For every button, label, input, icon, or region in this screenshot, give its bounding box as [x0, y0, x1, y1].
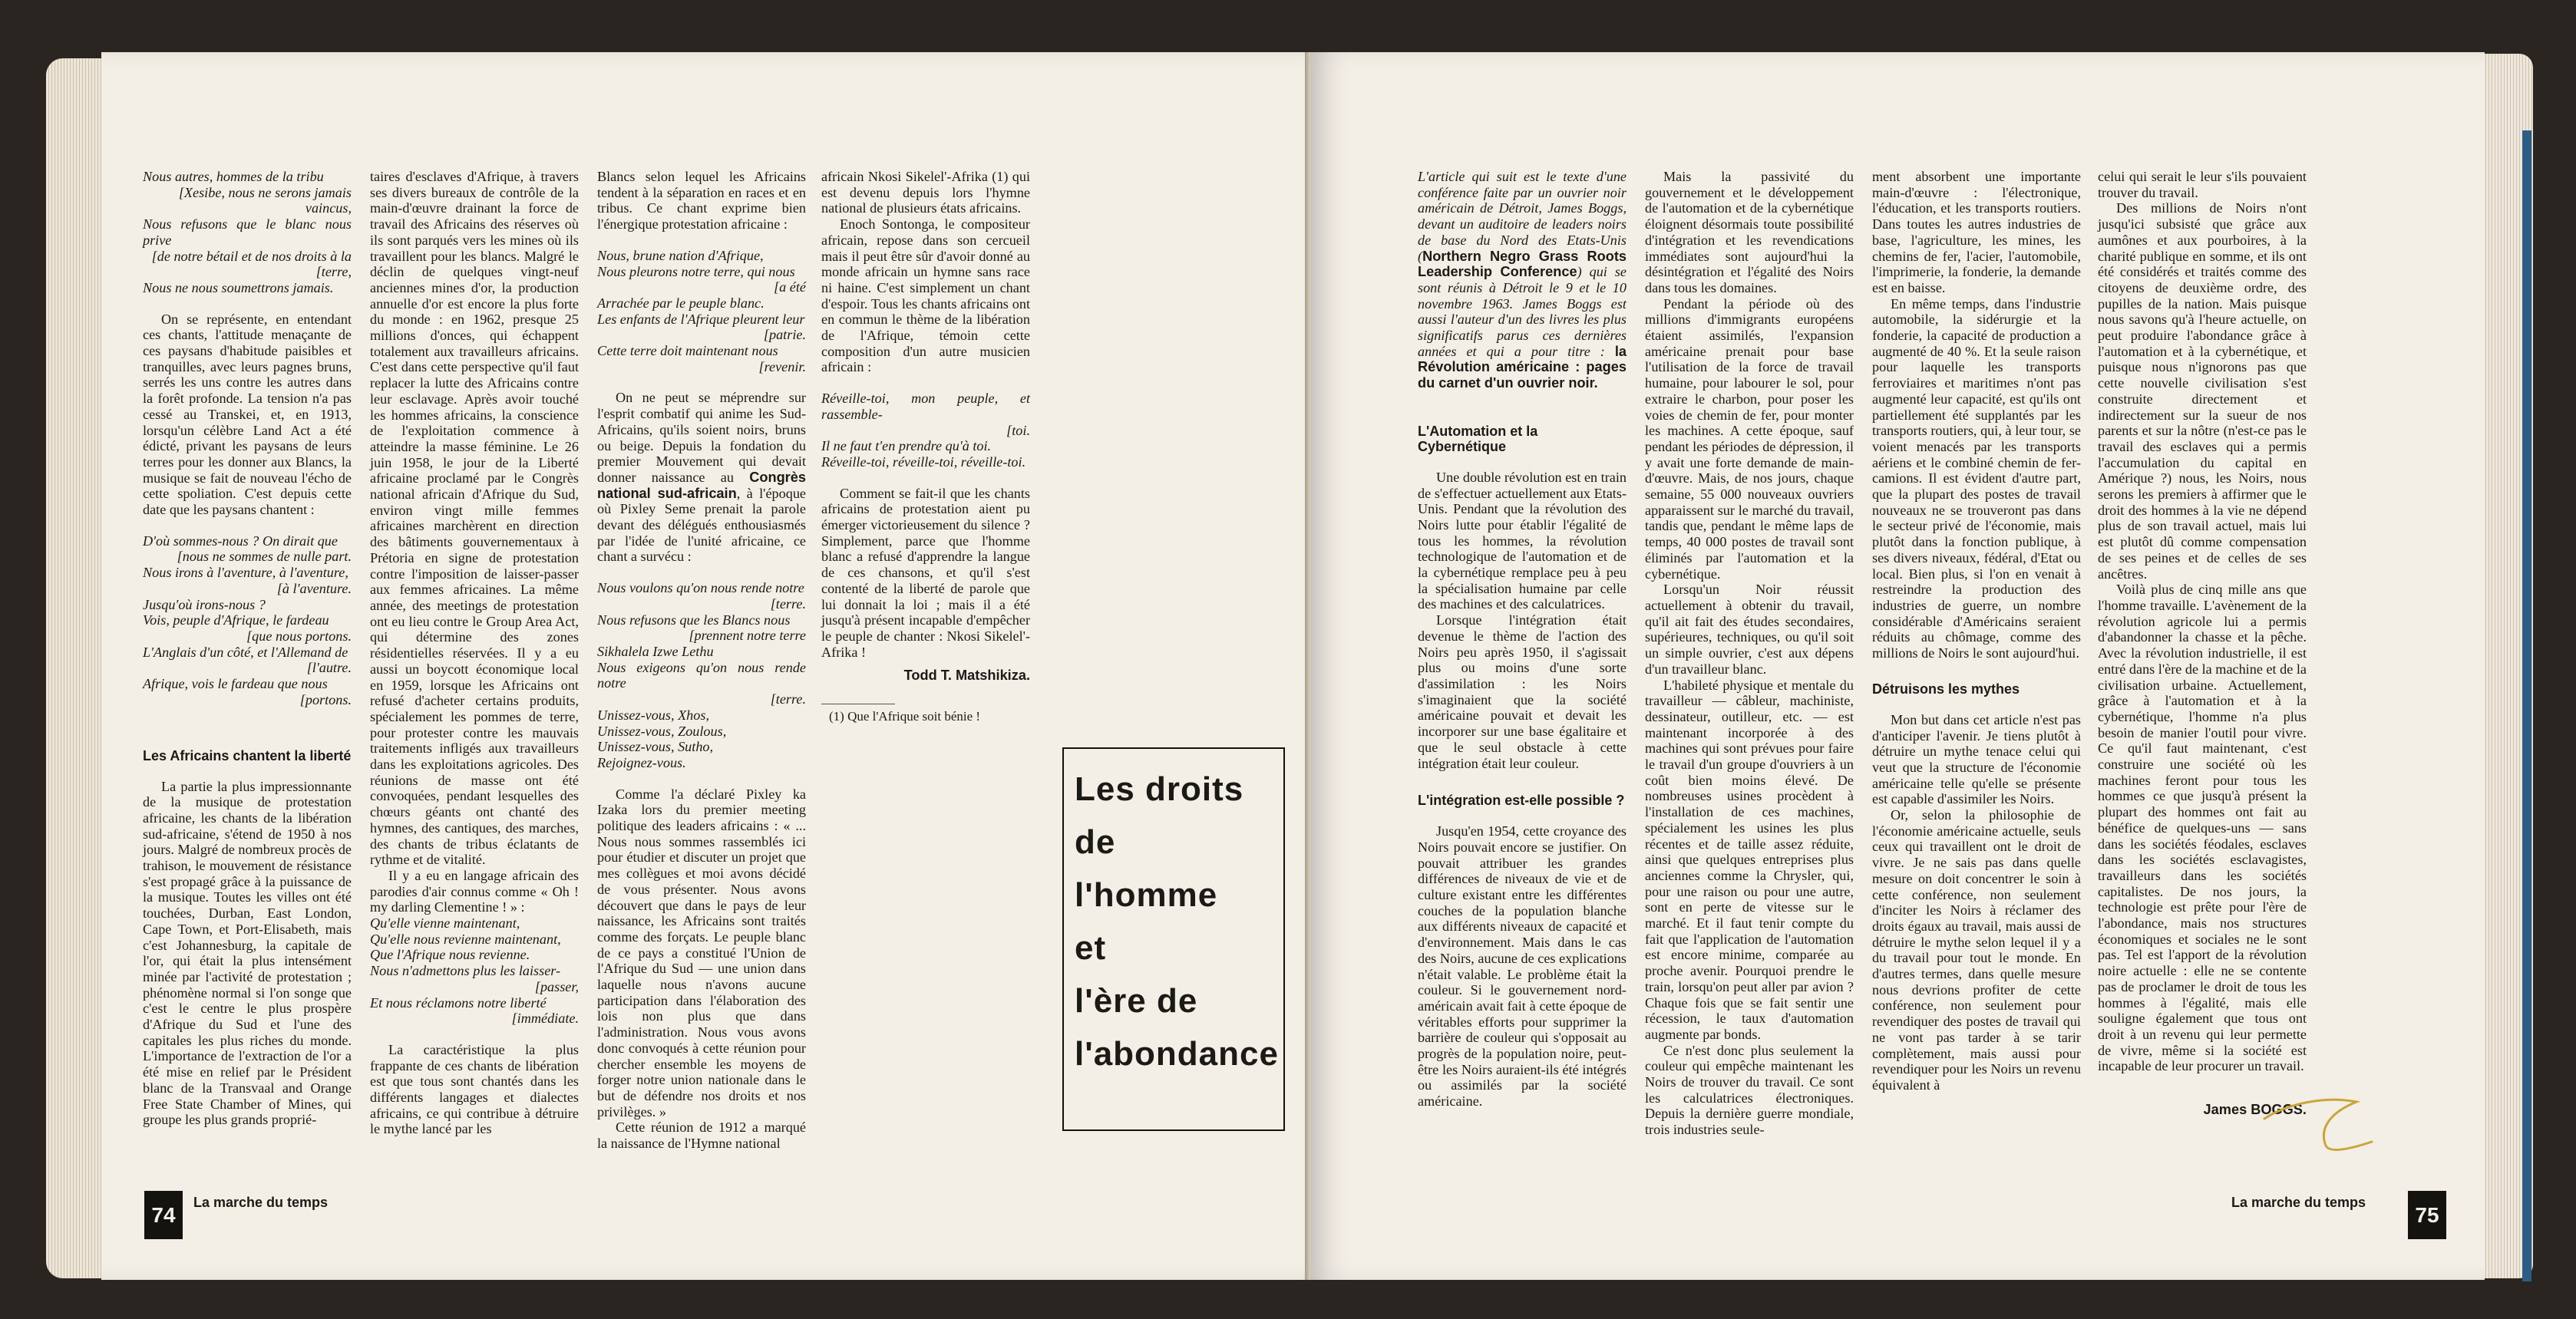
poem-line: [l'autre. [306, 660, 352, 676]
paragraph: africain Nkosi Sikelel'-Afrika (1) qui est devenu depuis lors l'hymne national de plusieurs états africains. [821, 169, 1030, 216]
poem-line: [que nous portons. [246, 628, 352, 644]
open-book [46, 45, 2533, 1288]
poem-line: Afrique, vois le fardeau que nous [143, 676, 328, 692]
poem-line: [nous ne sommes de nulle part. [177, 549, 352, 565]
poem-line: Les enfants de l'Afrique pleurent leur [597, 311, 805, 327]
poem-line: [toi. [1006, 422, 1030, 438]
paragraph: Une double révolution est en train de s'effectuer actuellement aux Etats-Unis. Pendant que la révolution des Noirs lutte pour établir l'égalité de tous les hommes, la révolution technologique de l'automation et de la cybernétique remplace peu à peu la spécialisation humaine par celle des machines et des calculatrices. [1418, 469, 1627, 612]
title-line: et [1075, 929, 1107, 967]
paragraph: Mais la passivité du gouvernement et le développement de l'automation et de la cybernétique éloignent désormais toute possibilité d'intégration et les revendications immédiates sont aujourd'hui la désintégration et l'égalité des Noirs dans tous les domaines. [1645, 169, 1854, 295]
page-stack-left [46, 58, 107, 1278]
paragraph: La caractéristique la plus frappante de ces chants de libération est que tous sont chantés dans les différents langages et dialectes africains, ce qui contribue à détruire le mythe lancé par les [370, 1041, 579, 1137]
title-line: Les droits [1075, 770, 1244, 808]
poem-line: [de notre bétail et de nos droits à la [151, 248, 352, 264]
poem-line: Et nous réclamons notre liberté [370, 994, 547, 1011]
paragraph: On se représente, en entendant ces chants, l'attitude menaçante de ces paysans d'habitude paisibles et tranquilles, avec leurs pagnes bruns, serrés les uns contre les autres dans la forêt profonde. La tension n'a pas cessé au Transkei, et, en 1913, lorsqu'un célèbre Land Act a été édicté, privant les paysans de leurs terres pour les donner aux Blancs, la musique se fait de nouveau l'écho de cette spoliation. C'est depuis cette date que les paysans chantent : [143, 311, 352, 518]
poem-xesibe [143, 169, 352, 296]
poem-line: Qu'elle vienne maintenant, [370, 915, 520, 932]
poem-line: Sikhalela Izwe Lethu [597, 643, 714, 659]
author-signature: Todd T. Matshikiza. [903, 668, 1030, 684]
left-column-2 [370, 169, 579, 1137]
poem-line: Arrachée par le peuple blanc. [597, 295, 765, 311]
page-number: 75 [2408, 1191, 2446, 1239]
section-heading: L'Automation et la Cybernétique [1418, 423, 1538, 454]
poem-line: Qu'elle nous revienne maintenant, [370, 931, 561, 947]
poem-line: Unissez-vous, Zoulous, [597, 723, 727, 739]
poem-line: Nous refusons que le blanc nous prive [143, 216, 352, 248]
paragraph: On ne peut se méprendre sur l'esprit combatif qui anime les Sud-Africains, qu'ils soient noirs, bruns ou beige. Depuis la fondation du premier Mouvement qui devait donner naissance au Congrès national sud-africain, à l'époque où Pixley Seme prenait la parole devant des délégués enthousiasmés par l'idée de l'unité africaine, ce chant a survécu : [597, 390, 806, 565]
poem-ou-sommes-nous [143, 533, 352, 708]
footnote: (1) Que l'Afrique soit bénie ! [829, 709, 981, 724]
paragraph: L'habileté physique et mentale du travailleur — câbleur, machiniste, dessinateur, outilleur, etc. — est maintenant incorporée à des machines qui sont prévues pour faire le travail d'un groupe d'ouvriers à un coût bien moins élevé. De nombreuses usines procèdent à l'installation de ces machines, spécialement les usines les plus récentes et de taille assez réduite, ainsi que quelques entreprises plus anciennes comme la Chrysler, qui, pour une raison ou pour une autre, sont en perte de vitesse sur le marché. Et il faut tenir compte du fait que l'application de l'automation est encore minime, comparée au proche avenir. Pourquoi prendre le train, lorsqu'on peut aller par avion ? Chaque fois que se fait sentir une récession, le taux d'automation augmente par bonds. [1645, 677, 1854, 1042]
running-head: La marche du temps [2231, 1195, 2366, 1210]
poem-line: [portons. [299, 691, 352, 707]
right-column-3 [1872, 169, 2081, 1093]
poem-line: D'où sommes-nous ? On dirait que [143, 533, 338, 549]
paragraph: taires d'esclaves d'Afrique, à travers ses divers bureaux de contrôle de la main-d'œuvre drainant la force de travail des Africains des réserves où ils sont parqués vers les mines où ils travaillent pour les blancs. Malgré le déclin de quelques vingt-neuf anciennes mines d'or, la production annuelle d'or est encore la plus forte du monde : en 1962, presque 25 millions d'onces, qui échappent totalement aux travailleurs africains. C'est dans cette perspective qu'il faut replacer la lutte des Africains contre leur esclavage. Après avoir touché les hommes africains, la conscience de l'exploitation commence à atteindre la masse féminine. Le 26 juin 1958, le jour de la Liberté africaine proclamé par le Congrès national africain d'Afrique du Sud, environ vingt mille femmes africaines marchèrent en direction des bâtiments gouvernementaux à Prétoria en signe de protestation contre l'imposition de laisser-passer aux femmes africaines. La même année, des meetings de protestation ont eu lieu contre le Group Area Act, qui détermine des zones résidentielles réservées. Il y a eu aussi un boycott économique local en 1959, lorsque les Africains ont refusé d'acheter certains produits, spécialement les pommes de terre, pour protester contre les mauvais traitements infligés aux travailleurs dans les exploitations agricoles. Des réunions de masse ont été convoquées, pendant lesquelles des chœurs géants ont chanté des hymnes, des cantiques, des marches, des chants de tribus éclatants de rythme et de vitalité. [370, 169, 579, 868]
section-heading: Détruisons les mythes [1872, 681, 2020, 697]
paragraph: celui qui serait le leur s'ils pouvaient trouver du travail. [2098, 169, 2307, 200]
section-heading: Les Africains chantent la liberté [143, 747, 352, 763]
poem-line: [patrie. [763, 327, 806, 343]
paragraph: Pendant la période où des millions d'immigrants européens étaient assimilés, l'expansion américaine prenait pour base l'utilisation de la force de travail humaine, pour labourer le sol, pour extraire le charbon, pour poser les voies de chemin de fer, pour monter les machines. A cette époque, sauf pendant les périodes de dépression, il y avait une forte demande de main-d'œuvre. Mais, de nos jours, chaque semaine, 55 000 nouveaux ouvriers apparaissent sur le marché du travail, tandis que, pendant le même laps de temps, 40 000 postes de travail sont éliminés par l'automation et la cybernétique. [1645, 295, 1854, 582]
poem-line: Unissez-vous, Sutho, [597, 739, 714, 755]
poem-brune-nation [597, 248, 806, 375]
poem-notre-terre [597, 580, 806, 770]
poem-reveille-toi [821, 391, 1030, 470]
poem-line: Jusqu'où irons-nous ? [143, 596, 266, 612]
poem-line: Il ne faut t'en prendre qu'à toi. [821, 438, 992, 454]
signature-flourish-icon [2257, 1088, 2379, 1157]
intro-paragraph: L'article qui suit est le texte d'une conférence faite par un ouvrier noir américain de Détroit, James Boggs, devant un auditoire de leaders noirs de base du Nord des Etats-Unis (Northern Negro Grass Roots Leadership Conference) qui se sont réunis à Détroit le 9 et le 10 novembre 1963. James Boggs est aussi l'auteur d'un des livres les plus significatifs parus ces dernières années et qui a pour titre : la Révolution américaine : pages du carnet d'un ouvrier noir. [1418, 169, 1627, 391]
paragraph: En même temps, dans l'industrie automobile, la sidérurgie et la fonderie, la capacité de production a augmenté de 40 %. Et la seule raison pour laquelle les transports ferroviaires et maritimes n'ont pas augmenté leur capacité, est qu'ils ont partiellement été supplantés par les transports routiers, qui, à leur tour, se voient menacés par les transports aériens et le combiné chemin de fer-camions. Il est évident d'autre part, que la plupart des postes de travail nouveaux ne se trouveront pas dans le secteur privé de l'économie, mais plutôt dans la fonction publique, à ses divers niveaux, fédéral, d'Etat ou local. Bien plus, si l'on en venait à restreindre la production des industries de guerre, un nombre considérable d'Américains seraient réduits au chômage, comme des millions de Noirs le sont aujourd'hui. [1872, 295, 2081, 661]
page-number: 74 [144, 1191, 183, 1239]
poem-line: Réveille-toi, mon peuple, et rassemble- [821, 391, 1030, 422]
paragraph: Or, selon la philosophie de l'économie américaine actuelle, seuls ceux qui travaillent ont le droit de vivre. Je ne sais pas dans quelle mesure on doit concentrer le soin à cette conférence, non seulement d'inciter les Noirs à réclamer des droits égaux au travail, mais aussi de détruire le mythe selon lequel il y a du travail pour tout le monde. En d'autres termes, dans quelle mesure nous devrions profiter de cette conférence, non seulement pour revendiquer des postes de travail qui ne vont pas tarder à se tarir complètement, mais aussi pour revendiquer pour les Noirs un revenu équivalent à [1872, 807, 2081, 1093]
title-line: de [1075, 823, 1116, 861]
poem-line: [terre. [770, 691, 806, 707]
poem-line: [prennent notre terre [689, 628, 806, 644]
paragraph: Lorsque l'intégration était devenue le thème de l'action des Noirs peu après 1950, il s'agissait plus ou moins d'une sorte d'assimilation : les Noirs s'imaginaient que la société américaine pouvait et devait les incorporer sur une base égalitaire et que le seul obstacle à cette intégration était leur couleur. [1418, 612, 1627, 771]
paragraph: Comment se fait-il que les chants africains de protestation aient pu émerger victorieusement du silence ? Simplement, parce que l'homme blanc a refusé d'apprendre la langue de ces chansons, et qu'il s'est contenté de la liberté de parole que lui donnait la loi ; mais il a été jusqu'à présent incapable d'empêcher le peuple de chanter : Nkosi Sikelel'-Afrika ! [821, 485, 1030, 660]
section-heading: L'intégration est-elle possible ? [1418, 793, 1625, 809]
left-column-1 [143, 169, 352, 1128]
title-line: l'abondance [1075, 1035, 1279, 1073]
poem-line: Nous pleurons notre terre, qui nous [597, 263, 795, 279]
poem-line: [terre, [315, 264, 352, 280]
paragraph: Ce n'est donc plus seulement la couleur qui empêche maintenant les Noirs de trouver du travail. Ce sont les calculatrices électroniques. Depuis la dernière guerre mondiale, trois industries seule- [1645, 1042, 1854, 1138]
page-stack-right [2479, 54, 2533, 1278]
poem-line: Que l'Afrique nous revienne. [370, 947, 530, 963]
poem-line: [passer, [534, 978, 579, 994]
poem-line: Nous n'admettons plus les laisser- [370, 963, 561, 979]
left-page [101, 52, 1355, 1280]
poem-line: [immédiate. [511, 1011, 579, 1027]
paragraph: Cette réunion de 1912 a marqué la naissance de l'Hymne national [597, 1120, 806, 1152]
poem-line: [terre. [770, 595, 806, 612]
poem-line: Nous irons à l'aventure, à l'aventure, [143, 565, 348, 581]
poem-line: [revenir. [758, 358, 806, 374]
author-signature: James BOGGS. [2203, 1102, 2307, 1118]
poem-line: Nous refusons que les Blancs nous [597, 612, 791, 628]
poem-line: Vois, peuple d'Afrique, le fardeau [143, 612, 329, 628]
paragraph: Blancs selon lequel les Africains tendent à la séparation en races et en tribus. Ce chant exprime bien l'énergique protestation africaine : [597, 169, 806, 232]
title-line: l'ère de [1075, 982, 1198, 1020]
paragraph: La partie la plus impressionnante de la musique de protestation africaine, les chants de la libération sud-africaine, s'étend de 1950 à nos jours. Malgré de nombreux procès de trahison, le mouvement de résistance s'est propagé grâce à la puissance de la musique. Toutes les villes ont été touchées, Durban, East London, Cape Town, et Port-Elisabeth, mais c'est Johannesburg, la capitale de l'or, qui était la plus intensément minée par l'activité de protestation ; phénomène normal si l'on songe que c'est le centre le plus prospère d'Afrique du Sud et l'une des capitales les plus riches du monde. L'importance de l'extraction de l'or a été mise en relief par le Président blanc de la Transvaal and Orange Free State Chamber of Mines, qui groupe les plus grands proprié- [143, 778, 352, 1128]
paragraph: Lorsqu'un Noir réussit actuellement à obtenir du travail, qu'il ait fait des études secondaires, supérieures, techniques, ou qu'il soit un simple ouvrier, c'est aux dépens d'un travailleur blanc. [1645, 582, 1854, 677]
title-line: l'homme [1075, 876, 1218, 914]
poem-line: [à l'aventure. [276, 580, 352, 596]
paragraph: ment absorbent une importante main-d'œuvre : l'électronique, l'éducation, et les transports routiers. Dans toutes les autres industries de base, l'agriculture, les mines, les chemins de fer, l'acier, l'automobile, l'imprimerie, la fonderie, la demande est en baisse. [1872, 169, 2081, 295]
poem-line: Réveille-toi, réveille-toi, réveille-toi. [821, 453, 1026, 470]
right-column-4 [2098, 169, 2307, 1118]
right-column-2 [1645, 169, 1854, 1138]
left-column-4 [821, 169, 1030, 725]
poem-line: Cette terre doit maintenant nous [597, 343, 778, 359]
paragraph: Il y a eu en langage africain des parodies d'air connus comme « Oh ! my darling Clementine ! » : [370, 867, 579, 915]
poem-line: Nous exigeons qu'on nous rende notre [597, 659, 806, 691]
paragraph: Comme l'a déclaré Pixley ka Izaka lors du premier meeting politique des leaders africains : « ... Nous nous sommes rassemblés ici pour étudier et discuter un projet que mes collègues et moi avons décidé de vous présenter. Nous avons découvert que dans le pays de leur naissance, les Africains sont traités comme des forçats. Le peuple blanc de ce pays a constitué l'Union de l'Afrique du Sud — une union dans laquelle nous n'avons aucune participation dans l'élaboration des lois non plus que dans l'administration. Nous vous avons donc convoqués à cette réunion pour chercher ensemble les moyens de forger notre union nationale dans le but de défendre nos droits et nos privilèges. » [597, 786, 806, 1120]
left-column-3 [597, 169, 806, 1152]
poem-line: vaincus, [305, 200, 352, 216]
running-head: La marche du temps [193, 1195, 329, 1210]
poem-line: Rejoignez-vous. [597, 754, 686, 770]
paragraph: Voilà plus de cinq mille ans que l'homme travaille. L'avènement de la révolution agricole lui a permis d'abandonner la chasse et la pêche. Avec la révolution industrielle, il est entré dans l'ère de la machine et de la civilisation urbaine. Actuellement, grâce à l'automation et à la cybernétique, l'homme n'a plus besoin de manier l'outil pour vivre. Ce qu'il faut maintenant, c'est construire une société où les machines feront pour tous les hommes ce que jusqu'à présent la plupart des hommes ont fait au bénéfice de quelques-uns — sans dans les sociétés féodales, esclaves dans les sociétés esclavagistes, travailleurs dans les sociétés capitalistes. De nos jours, la technologie est prête pour l'ère de l'abondance, mais nos structures économiques et sociales ne le sont pas. Tel est l'apport de la révolution noire actuelle : elle ne se contente pas de proclamer le droit de tous les hommes à l'égalité, mais elle souligne également que tous ont droit à un revenu qui leur permette de vivre, même si la société est incapable de leur procurer un travail. [2098, 582, 2307, 1074]
poem-line: Nous, brune nation d'Afrique, [597, 247, 764, 263]
poem-line: [a été [774, 279, 806, 295]
poem-line: Nous ne nous soumettrons jamais. [143, 279, 334, 295]
right-column-1 [1418, 169, 1627, 1110]
paragraph: Jusqu'en 1954, cette croyance des Noirs pouvait encore se justifier. On pouvait attribuer les grandes différences de niveaux de vie et de culture existant entre les différentes couches de la population blanche aux différents niveaux de capacité et d'environnement. Mais dans le cas des Noirs, aucune de ces explications n'était valable. Le problème était la couleur. Si le gouvernement nord-américain avait fait à cette époque de véritables efforts pour supprimer la barrière de couleur qui s'opposait au progrès de la population noire, peut-être les Noirs auraient-ils été intégrés ou assimilés par la société américaine. [1418, 823, 1627, 1110]
paragraph: Mon but dans cet article n'est pas d'anticiper l'avenir. Je tiens plutôt à détruire un mythe tenace celui qui veut que la structure de l'économie américaine telle qu'elle se présente est capable d'assimiler les Noirs. [1872, 711, 2081, 807]
poem-clementine [370, 915, 579, 1027]
poem-line: Nous autres, hommes de la tribu [143, 169, 324, 184]
paragraph: Enoch Sontonga, le compositeur africain, repose dans son cercueil mais il peut être sûr d'avoir donné au monde africain un hymne sans race ni haine. C'est simplement un chant d'espoir. Tous les chants africains ont en commun le thème de la libération de l'Afrique, témoin cette composition d'un autre musicien africain : [821, 216, 1030, 375]
poem-line: Unissez-vous, Xhos, [597, 707, 709, 723]
paragraph: Des millions de Noirs n'ont jusqu'ici subsisté que grâce aux aumônes et aux pourboires, à la charité publique en somme, et ils ont été considérés et traités comme des citoyens de deuxième ordre, des pupilles de la nation. Mais puisque nous savons qu'à l'heure actuelle, on peut produire l'abondance grâce à l'automation et à la cybernétique, et puisque nous n'ignorons pas que cette nouvelle civilisation s'est construite directement et indirectement sur la sueur de nos parents et sur la nôtre (n'est-ce pas le travail des esclaves qui a permis l'accumulation du capital en Amérique ?) nous, les Noirs, nous serons les premiers à affirmer que le droit des hommes à la vie ne dépend plus de son travail actuel, mais lui est plutôt dû comme compensation de ses peines et de celles de ses ancêtres. [2098, 200, 2307, 582]
poem-line: [Xesibe, nous ne serons jamais [178, 184, 352, 200]
cover-edge [2522, 130, 2531, 1281]
article-title-box [1062, 747, 1285, 1131]
poem-line: Nous voulons qu'on nous rende notre [597, 580, 804, 596]
poem-line: L'Anglais d'un côté, et l'Allemand de [143, 644, 348, 660]
